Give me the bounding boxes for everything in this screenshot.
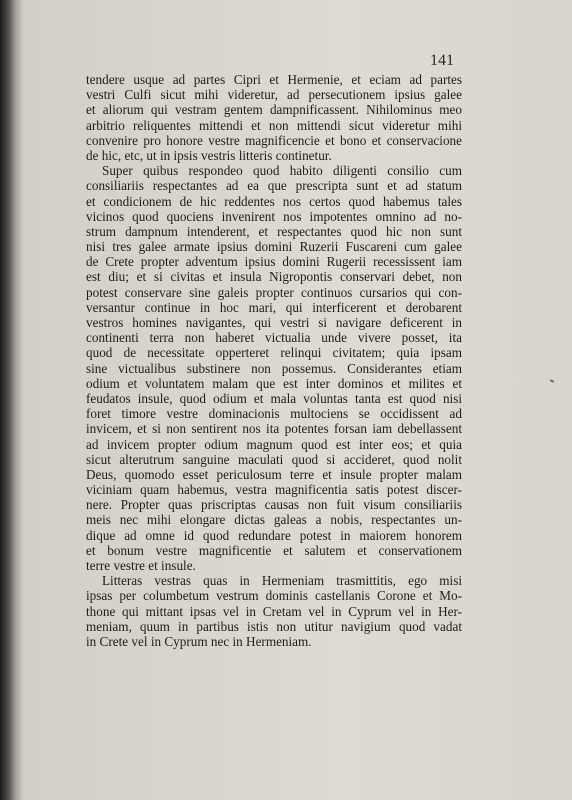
binding-shadow: [0, 0, 26, 800]
text-line: et bonum vestre magnificentie et salutem et conservationem: [86, 542, 462, 558]
text-line: meniam, quum in partibus istis non utitur navigium quod vadat: [86, 618, 462, 634]
text-line: feudatos insule, quod odium et mala voluntas tanta est quod nisi: [86, 390, 462, 406]
text-line: odium et voluntatem malam que est inter dominos et milites et: [86, 375, 462, 391]
text-line: Super quibus respondeo quod habito diligenti consilio cum: [102, 163, 462, 179]
text-line: continenti terra non haberet victualia unde vivere posset, ita: [86, 330, 462, 346]
text-line: arbitrio reliquentes mittendi et non mittendi sicut videretur mihi: [86, 117, 462, 133]
text-line: viciniam quam habemus, vestra magnificentia satis potest discer-: [86, 482, 462, 498]
text-line: nere. Propter quas priscriptas causas non fuit visum consiliariis: [86, 497, 462, 513]
text-line: Litteras vestras quas in Hermeniam trasmittitis, ego misi: [102, 573, 462, 589]
text-line: et condicionem de hic reddentes nos certos quod habemus tales: [86, 193, 462, 209]
text-line: dique ad omne id quod redundare potest in maiorem honorem: [86, 527, 462, 543]
text-line: nisi tres galee armate ipsius domini Ruzerii Fuscareni cum galee: [86, 239, 462, 255]
text-line: terre vestre et insule.: [86, 558, 196, 573]
text-line: meis nec mihi elongare dictas galeas a nobis, respectantes un-: [86, 512, 462, 528]
text-line: tendere usque ad partes Cipri et Hermenie, et eciam ad partes: [86, 72, 462, 87]
page-number: 141: [430, 52, 454, 69]
text-line: ad invicem propter odium magnum quod est inter eos; et quia: [86, 436, 462, 452]
text-line: de Crete propter adventum ipsius domini Rugerii recessissent iam: [86, 254, 462, 270]
text-line: consiliariis respectantes ad ea que prescripta sunt et ad statum: [86, 178, 462, 194]
text-line: versantur continue in hoc mari, qui interficerent et derobarent: [86, 299, 462, 315]
text-line: vestri Culfi sicut mihi videretur, ad persecutionem ipsius galee: [86, 87, 462, 103]
paragraph: [86, 72, 462, 163]
text-line: potest conservare sine galeis propter continuos cursarios qui con-: [86, 284, 462, 300]
text-line: quod de necessitate opperteret relinqui civitatem; quia ipsam: [86, 345, 462, 361]
text-line: sine victualibus substinere non possemus. Considerantes etiam: [86, 360, 462, 376]
text-line: Deus, quomodo esset periculosum terre et insule propter malam: [86, 466, 462, 482]
text-line: invicem, et si non sentirent nos ita potentes forsan iam debellassent: [86, 421, 462, 437]
text-line: thone qui mittant ipsas vel in Cretam vel in Cyprum vel in Her-: [86, 603, 462, 619]
text-line: foret timore vestre dominacionis multociens se occidissent ad: [86, 406, 462, 422]
text-line: ipsas per columbetum vestrum dominis castellanis Corone et Mo-: [86, 588, 462, 604]
text-line: vicinos quod quociens invenirent nos impotentes omnino ad no-: [86, 208, 462, 224]
text-line: sicut alterutrum sanguine maculati quod si accideret, quod nolit: [86, 451, 462, 467]
body-text: [86, 72, 462, 649]
paragraph: [86, 163, 462, 573]
text-line: est diu; et si civitas et insula Nigropontis conservari debet, non: [86, 269, 462, 285]
text-line: convenire pro honore vestre magnificencie et bono et conservacione: [86, 132, 462, 148]
text-line: de hic, etc, ut in ipsis vestris litteris continetur.: [86, 147, 332, 163]
text-line: strum dampnum intenderent, et respectantes quod hic non sunt: [86, 223, 462, 239]
text-line: vestros homines navigantes, qui vestri si navigare deficerent in: [86, 315, 462, 330]
paragraph: [86, 573, 462, 649]
text-line: et aliorum qui vestram gentem dampnificassent. Nihilominus meo: [86, 102, 462, 118]
text-line: in Crete vel in Cyprum nec in Hermeniam.: [86, 633, 312, 649]
